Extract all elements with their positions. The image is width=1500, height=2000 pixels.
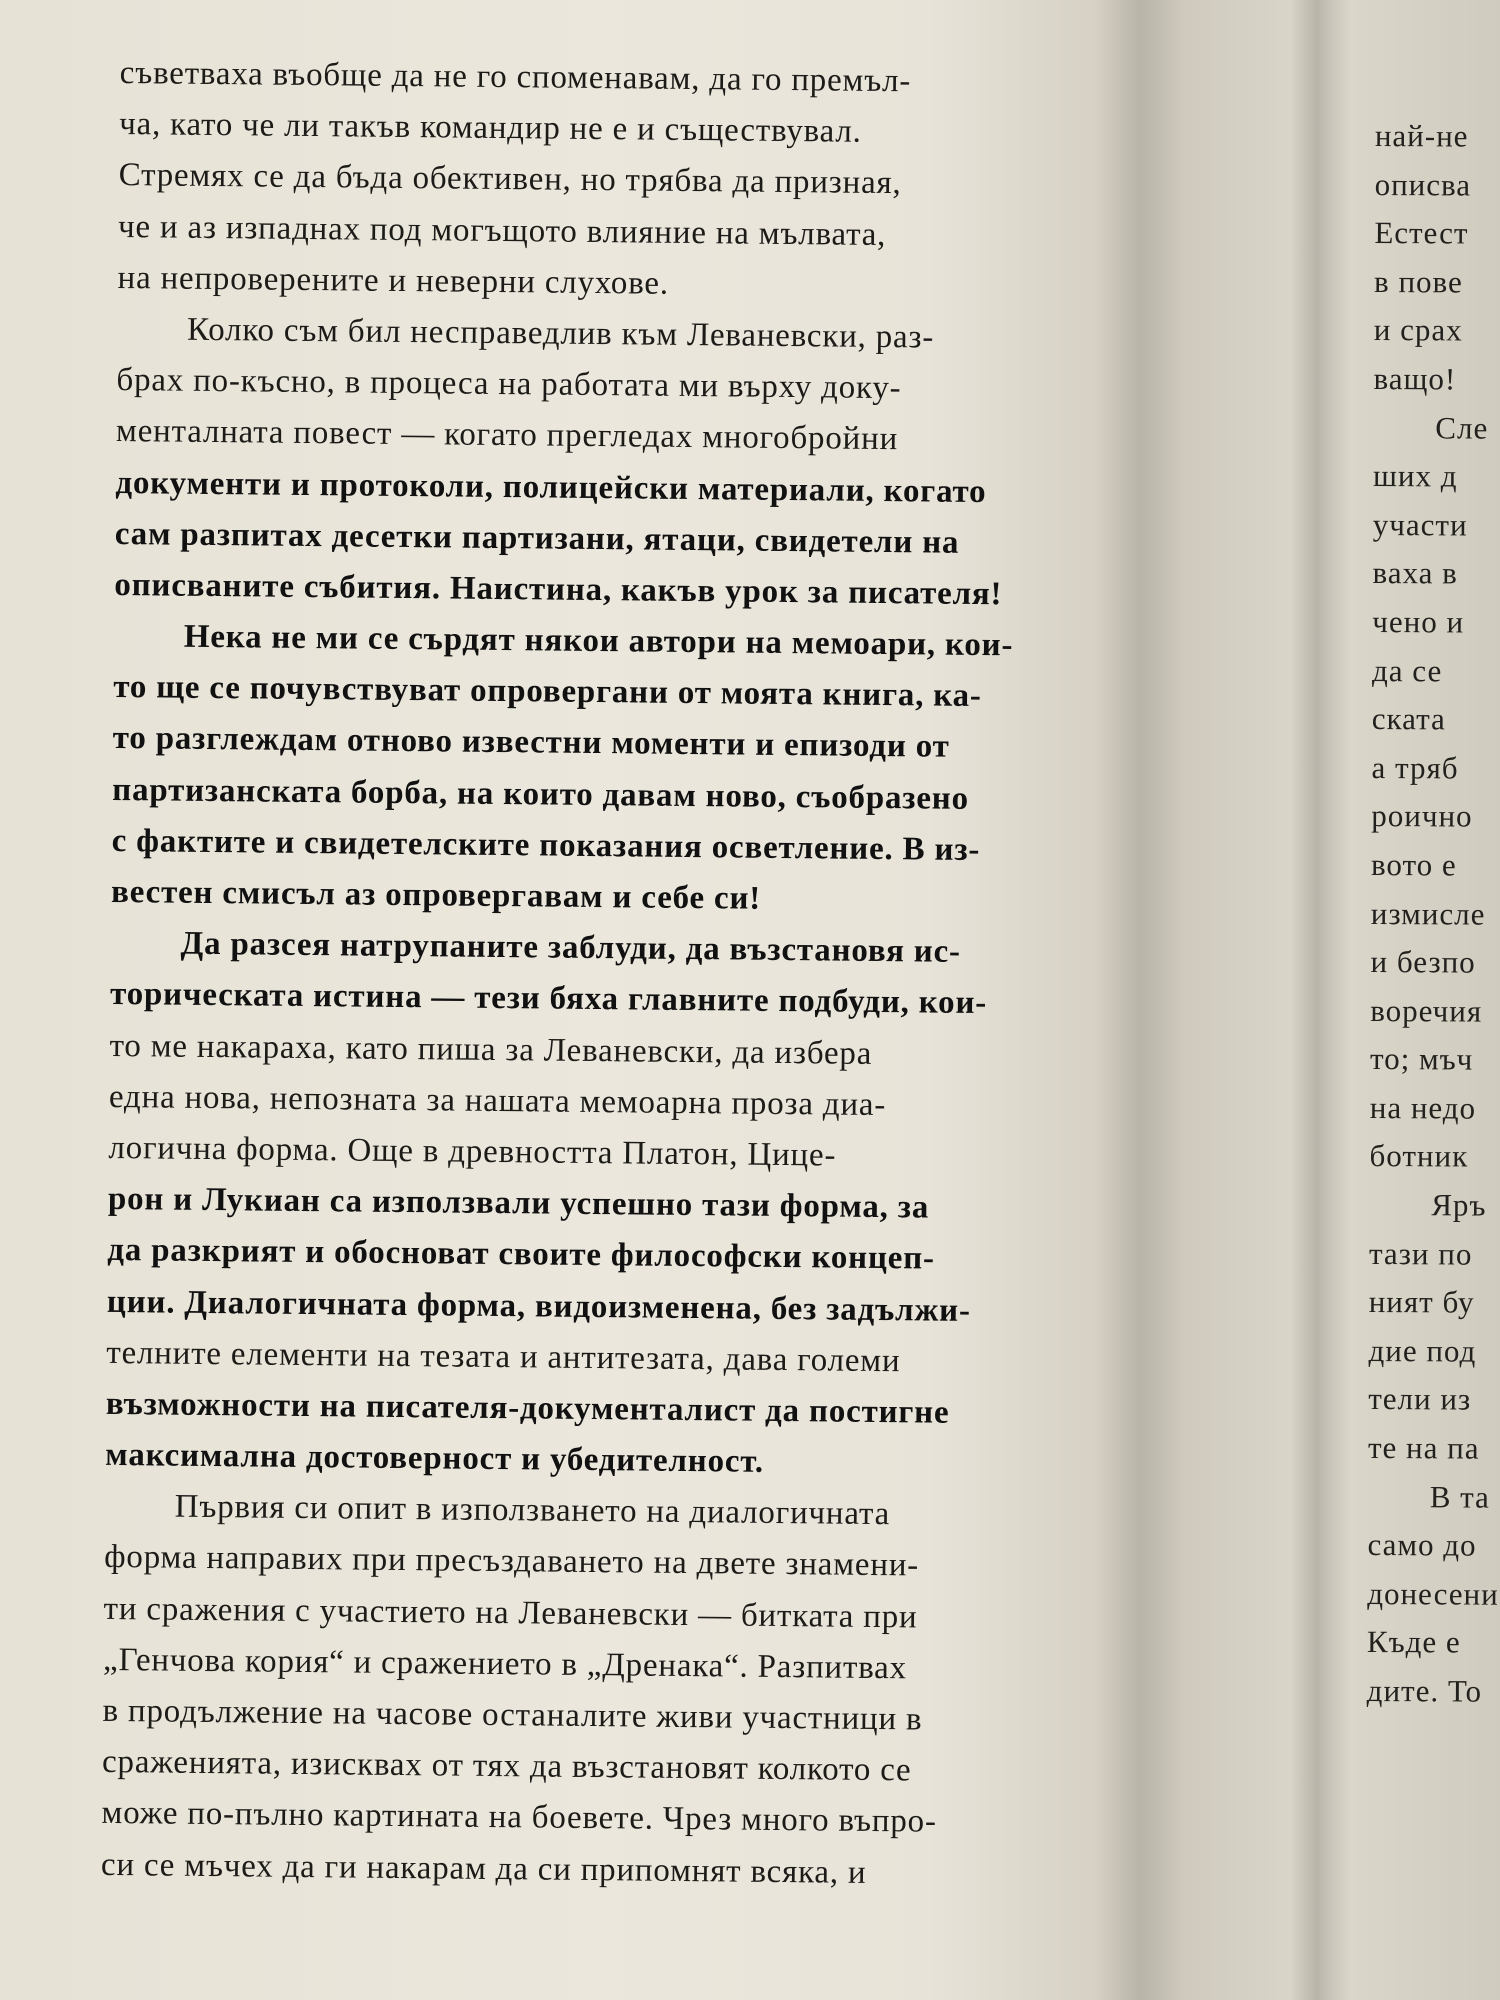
text-line: Да разсея натрупаните заблуди, да възстановя ис-: [180, 925, 962, 971]
text-line: измисле: [1370, 895, 1486, 932]
text-line: роичнo: [1371, 798, 1473, 834]
text-line: и срах: [1373, 312, 1463, 348]
text-line: с фактите и свидетелските показания осветление. В из-: [111, 822, 981, 868]
text-line: то; мъч: [1369, 1041, 1474, 1077]
text-line: ча, като че ли такъв командир не е и съществувал.: [119, 106, 862, 150]
text-line: менталната повест — когато прегледах многобройни: [115, 413, 899, 458]
text-line: Къде е: [1366, 1624, 1461, 1660]
text-line: ции. Диалогичната форма, видоизменена, без задължи-: [106, 1283, 971, 1329]
text-line: Стремях се да бъда обективен, но трябва да призная,: [118, 157, 902, 202]
text-line: на непроверените и неверни слухове.: [117, 259, 670, 302]
text-line: сам разпитах десетки партизани, ятаци, свидетели на: [114, 515, 960, 561]
text-line: вестен смисъл аз опровергавам и себе си!: [110, 873, 762, 917]
text-line: само до: [1367, 1527, 1477, 1563]
text-line: вото е: [1370, 846, 1457, 883]
text-line: ти сражения с участието на Леваневски — битката при: [103, 1590, 918, 1636]
text-line: може по-пълно картината на боевете. Чрез много въпро-: [101, 1795, 937, 1841]
text-line: да разкрият и обосноват своите философски концеп-: [107, 1232, 935, 1277]
text-line: документи и протоколи, полицейски материали, когато: [115, 464, 987, 510]
text-line: съветваха въобще да не го споменавам, да го премъл-: [119, 54, 912, 100]
text-line: ботник: [1369, 1138, 1469, 1174]
text-line: в пове: [1374, 263, 1463, 300]
text-line: брах по-късно, в процеса на работата ми върху доку-: [116, 362, 902, 407]
text-line: максимална достоверност и убедителност.: [105, 1436, 765, 1480]
text-line: а тряб: [1371, 749, 1459, 786]
text-line: Естест: [1374, 215, 1469, 251]
text-line: описва: [1374, 166, 1472, 203]
right-page: [1367, 112, 1500, 1716]
text-line: партизанската борба, на които давам ново, съобразено: [112, 771, 970, 817]
text-line: воречия: [1370, 992, 1483, 1029]
text-line: В та: [1429, 1478, 1490, 1515]
text-line: сраженията, изисквах от тях да възстановят колкото се: [101, 1744, 912, 1789]
text-line: да се: [1371, 652, 1443, 688]
text-line: Колко съм бил несправедлив към Леваневски, раз-: [186, 311, 935, 356]
text-line: и безпо: [1370, 944, 1476, 980]
text-line: възможности на писателя-документалист да постигне: [105, 1385, 950, 1431]
text-line: най-не: [1374, 117, 1469, 154]
text-line: си се мъчех да ги накарам да си припомнят всяка, и: [100, 1846, 867, 1891]
text-line: те на па: [1367, 1430, 1480, 1466]
text-line: форма направих при пресъздаването на двете знамени-: [104, 1539, 920, 1584]
text-line: чено и: [1372, 603, 1465, 640]
text-line: ващо!: [1373, 360, 1457, 397]
right-page-visible-area: [1340, 0, 1500, 2000]
text-line: торическата истина — тези бяха главните подбуди, кои-: [109, 976, 988, 1022]
text-line: то ме накараха, като пиша за Леваневски, да избера: [109, 1027, 873, 1072]
text-line: дите. То: [1366, 1672, 1483, 1709]
text-line: ният бу: [1368, 1284, 1475, 1320]
text-line: Яръ: [1431, 1187, 1487, 1223]
left-page: [101, 48, 1300, 1903]
text-line: Нека не ми се сърдят някои автори на мемоари, кои-: [183, 618, 1014, 664]
text-line: рон и Лукиан са използвали успешно тази форма, за: [107, 1181, 930, 1226]
text-line: че и аз изпаднах под могъщото влияние на мълвата,: [117, 208, 887, 253]
text-line: то ще се почувствуват опровергани от моята книга, ка-: [113, 669, 982, 715]
text-line: участи: [1372, 506, 1468, 543]
text-line: ших д: [1373, 458, 1458, 494]
text-line: логична форма. Още в древността Платон, Цице-: [108, 1129, 837, 1174]
text-line: ваха в: [1372, 555, 1458, 591]
text-line: в продължение на часове останалите живи участници в: [102, 1692, 923, 1738]
text-line: тази по: [1368, 1235, 1473, 1272]
text-line: телните елементи на тезата и антитезата, дава големи: [106, 1334, 901, 1379]
text-line: на недо: [1369, 1089, 1477, 1126]
text-line: Първия си опит в използването на диалогичната: [174, 1488, 891, 1533]
text-line: Сле: [1435, 409, 1489, 446]
text-line: „Генчова кория“ и сражението в „Дренака“. Разпитвах: [102, 1641, 908, 1687]
text-line: тели из: [1368, 1381, 1472, 1417]
text-line: донесени: [1367, 1575, 1499, 1612]
text-line: ската: [1371, 701, 1446, 737]
text-line: то разглеждам отново известни моменти и епизоди от: [112, 720, 950, 766]
text-line: дие под: [1368, 1332, 1477, 1369]
text-line: една нова, непозната за нашата мемоарна проза диа-: [108, 1078, 887, 1123]
text-line: описваните събития. Наистина, какъв урок за писателя!: [114, 566, 1003, 613]
